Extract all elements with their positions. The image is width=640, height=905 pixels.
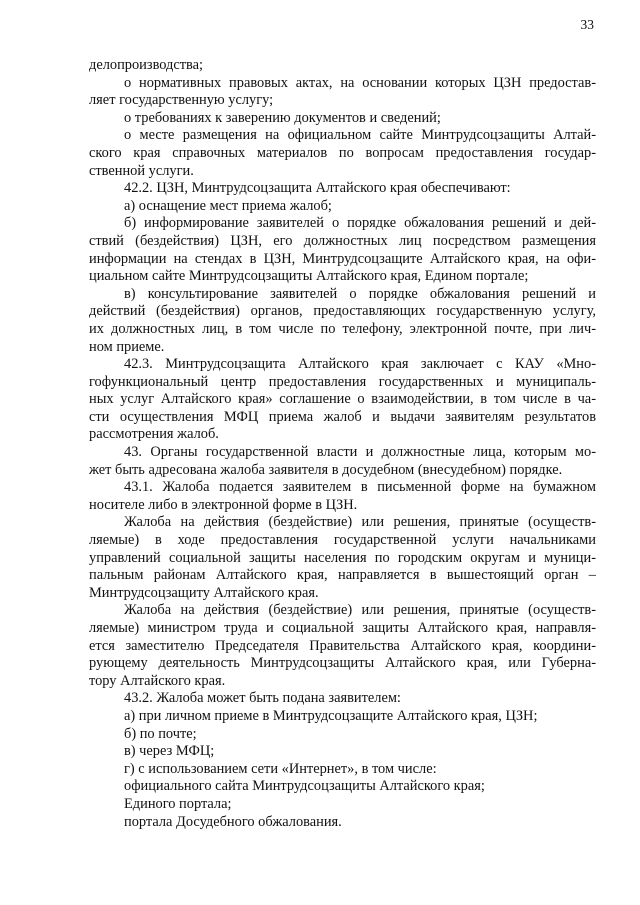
text-line: Жалоба на действия (бездействие) или решения, принятые (осуществ-: [124, 602, 596, 619]
text-line: портала Досудебного обжалования.: [124, 813, 342, 830]
text-line: сти осуществления МФЦ приема жалоб и выдачи заявителям результатов: [89, 408, 596, 425]
text-line: носителе либо в электронной форме в ЦЗН.: [89, 496, 358, 513]
text-line: делопроизводства;: [89, 57, 204, 73]
text-line: рующему деятельность Минтрудсоцзащиты Алтайского края, или Губерна-: [89, 655, 596, 672]
text-line: о нормативных правовых актах, на основании которых ЦЗН предостав-: [124, 74, 596, 91]
text-line: 43.2. Жалоба может быть подана заявителем:: [124, 690, 401, 707]
text-line: действий (бездействия) органов, предоставляющих государственную услугу,: [89, 303, 596, 320]
text-line: 42.3. Минтрудсоцзащита Алтайского края заключает с КАУ «Мно-: [124, 356, 596, 373]
text-line: 43. Органы государственной власти и должностные лица, которым мо-: [124, 444, 596, 461]
page-number: 33: [580, 17, 594, 32]
text-line: ном приеме.: [89, 338, 165, 355]
text-line: в) через МФЦ;: [124, 743, 215, 760]
text-line: а) оснащение мест приема жалоб;: [124, 197, 332, 214]
text-line: гофункциональный центр предоставления государственных и муниципаль-: [89, 373, 596, 390]
text-line: управлений социальной защиты населения по городским округам и муници-: [89, 549, 596, 566]
document-body: [89, 57, 596, 831]
text-line: информации на стендах в ЦЗН, Минтрудсоцзащите Алтайского края, на офи-: [89, 250, 596, 267]
text-line: их должностных лиц, в том числе по телефону, электронной почте, при лич-: [89, 320, 596, 337]
text-line: б) информирование заявителей о порядке обжалования решений и дей-: [124, 215, 596, 232]
text-line: циальном сайте Минтрудсоцзащиты Алтайского края, Едином портале;: [89, 268, 529, 285]
text-line: ского края справочных материалов по вопросам предоставления государ-: [89, 144, 596, 161]
text-line: Минтрудсоцзащиту Алтайского края.: [89, 584, 319, 601]
text-line: рассмотрения жалоб.: [89, 426, 219, 443]
text-line: в) консультирование заявителей о порядке обжалования решений и: [124, 285, 596, 302]
text-line: жет быть адресована жалоба заявителя в досудебном (внесудебном) порядке.: [89, 461, 563, 478]
text-line: официального сайта Минтрудсоцзащиты Алтайского края;: [124, 778, 485, 795]
text-line: о требованиях к заверению документов и сведений;: [124, 109, 441, 126]
text-line: б) по почте;: [124, 725, 197, 742]
text-line: ствий (бездействия) ЦЗН, его должностных лиц посредством размещения: [89, 232, 596, 249]
text-line: Единого портала;: [124, 795, 232, 812]
text-line: ляемые) министром труда и социальной защиты Алтайского края, направля-: [89, 620, 596, 636]
text-line: о месте размещения на официальном сайте Минтрудсоцзащиты Алтай-: [124, 127, 596, 144]
text-line: 43.1. Жалоба подается заявителем в письменной форме на бумажном: [124, 479, 596, 496]
text-line: пальным районам Алтайского края, направляется в вышестоящий орган –: [89, 567, 596, 584]
text-line: ственной услуги.: [89, 162, 194, 179]
text-line: ляет государственную услугу;: [89, 92, 274, 109]
text-line: ется заместителю Председателя Правительства Алтайского края, координи-: [89, 637, 596, 654]
text-line: г) с использованием сети «Интернет», в том числе:: [124, 760, 437, 777]
text-line: тору Алтайского края.: [89, 672, 226, 689]
text-line: ляемые) в ходе предоставления государственной услуги начальниками: [89, 532, 596, 549]
text-line: ных услуг Алтайского края» соглашение о взаимодействии, в том числе в ча-: [89, 391, 596, 408]
text-line: Жалоба на действия (бездействие) или решения, принятые (осуществ-: [124, 514, 596, 531]
text-line: 42.2. ЦЗН, Минтрудсоцзащита Алтайского края обеспечивают:: [124, 180, 511, 197]
text-line: а) при личном приеме в Минтрудсоцзащите Алтайского края, ЦЗН;: [124, 707, 538, 724]
